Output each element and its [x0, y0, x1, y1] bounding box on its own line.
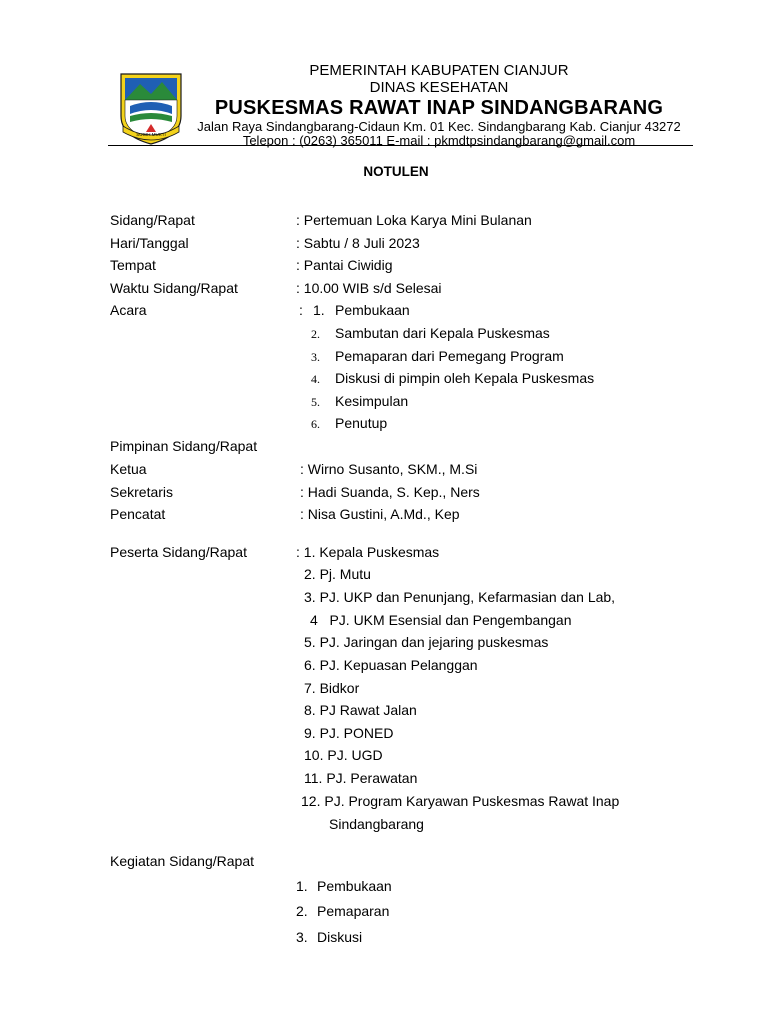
sidang-label: Sidang/Rapat	[110, 212, 195, 228]
sekretaris-value: : Hadi Suanda, S. Kep., Ners	[300, 484, 480, 500]
waktu-value: : 10.00 WIB s/d Selesai	[296, 280, 442, 296]
acara-item: Pemaparan dari Pemegang Program	[335, 348, 564, 364]
peserta-item: 3. PJ. UKP dan Penunjang, Kefarmasian dan Lab,	[304, 589, 616, 605]
acara-item: Kesimpulan	[335, 393, 409, 409]
kegiatan-item-num: 2.	[296, 903, 308, 919]
logo-ribbon-text: SUGIH MUKTI	[136, 132, 166, 137]
header-contact: Telepon : (0263) 365011 E-mail : pkmdtpsindangbarang@gmail.com	[242, 133, 636, 148]
letterhead	[188, 62, 690, 148]
acara-item-num: 1.	[313, 302, 325, 318]
acara-label: Acara	[110, 302, 147, 318]
waktu-label: Waktu Sidang/Rapat	[110, 280, 238, 296]
peserta-item: 8. PJ Rawat Jalan	[304, 702, 417, 718]
hari-value: : Sabtu / 8 Juli 2023	[296, 235, 420, 251]
peserta-item: 5. PJ. Jaringan dan jejaring puskesmas	[304, 634, 549, 650]
tempat-label: Tempat	[110, 257, 156, 273]
acara-item: Diskusi di pimpin oleh Kepala Puskesmas	[335, 370, 595, 386]
peserta-item: 6. PJ. Kepuasan Pelanggan	[304, 657, 478, 673]
hari-label: Hari/Tanggal	[110, 235, 189, 251]
ketua-label: Ketua	[110, 461, 147, 477]
peserta-item: 11. PJ. Perawatan	[304, 770, 418, 786]
pimpinan-heading: Pimpinan Sidang/Rapat	[110, 438, 258, 454]
kegiatan-item: Pembukaan	[317, 878, 392, 894]
acara-item-num: 6.	[311, 417, 320, 431]
acara-item-num: 4.	[311, 372, 320, 386]
pencatat-label: Pencatat	[110, 506, 166, 522]
ketua-value: : Wirno Susanto, SKM., M.Si	[300, 461, 478, 477]
acara-item-num: 3.	[311, 350, 320, 364]
document-title: NOTULEN	[363, 164, 429, 179]
acara-item: Pembukaan	[335, 302, 410, 318]
kegiatan-item-num: 1.	[296, 878, 308, 894]
kegiatan-label: Kegiatan Sidang/Rapat	[110, 853, 254, 869]
acara-item-num: 2.	[311, 327, 320, 341]
peserta-item: 2. Pj. Mutu	[304, 566, 371, 582]
sidang-value: : Pertemuan Loka Karya Mini Bulanan	[296, 212, 532, 228]
kabupaten-cianjur-logo	[118, 70, 184, 146]
kegiatan-item: Diskusi	[317, 929, 363, 945]
tempat-value: : Pantai Ciwidig	[296, 257, 393, 273]
peserta-item-continued: Sindangbarang	[329, 816, 424, 832]
peserta-item: 9. PJ. PONED	[304, 725, 394, 741]
peserta-item: : 1. Kepala Puskesmas	[296, 544, 440, 560]
acara-colon: :	[299, 302, 303, 318]
peserta-item: 12. PJ. Program Karyawan Puskesmas Rawat Inap	[301, 793, 620, 809]
peserta-label: Peserta Sidang/Rapat	[110, 544, 247, 560]
acara-item-num: 5.	[311, 395, 320, 409]
pencatat-value: : Nisa Gustini, A.Md., Kep	[300, 506, 460, 522]
header-department: DINAS KESEHATAN	[369, 79, 509, 96]
header-address: Jalan Raya Sindangbarang-Cidaun Km. 01 Kec. Sindangbarang Kab. Cianjur 43272	[197, 119, 681, 134]
peserta-item: 7. Bidkor	[304, 680, 360, 696]
kegiatan-item: Pemaparan	[317, 903, 390, 919]
header-government: PEMERINTAH KABUPATEN CIANJUR	[309, 62, 569, 79]
acara-item: Sambutan dari Kepala Puskesmas	[335, 325, 550, 341]
header-divider	[108, 145, 693, 146]
acara-item: Penutup	[335, 415, 388, 431]
header-institution: PUSKESMAS RAWAT INAP SINDANGBARANG	[214, 97, 664, 119]
peserta-item: 10. PJ. UGD	[304, 747, 383, 763]
kegiatan-item-num: 3.	[296, 929, 308, 945]
sekretaris-label: Sekretaris	[110, 484, 174, 500]
peserta-item: 4 PJ. UKM Esensial dan Pengembangan	[310, 612, 572, 628]
